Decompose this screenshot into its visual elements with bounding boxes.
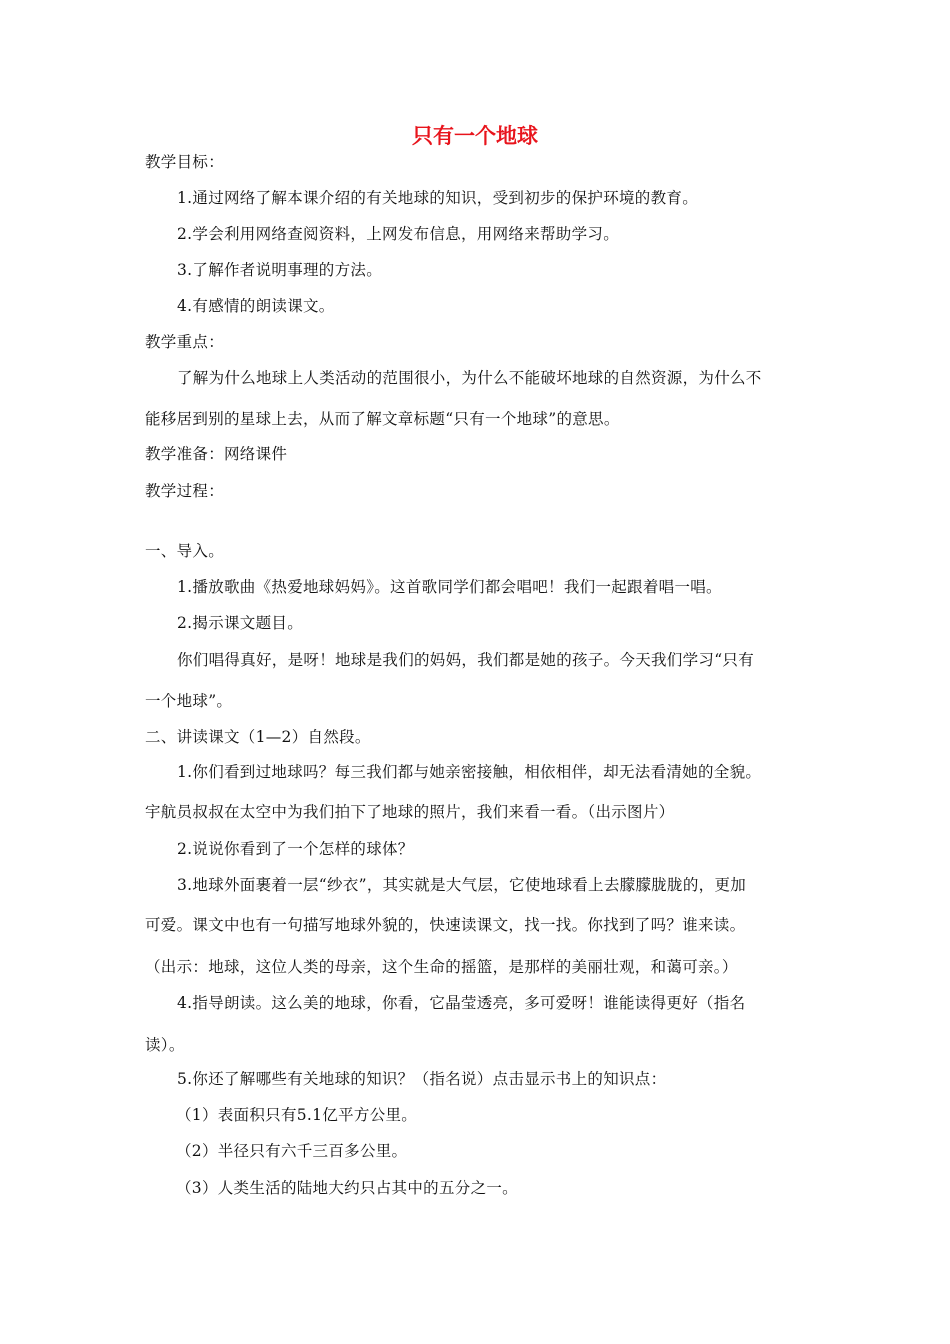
paragraph-line: 了解为什么地球上人类活动的范围很小，为什么不能破坏地球的自然资源，为什么不 <box>177 369 762 387</box>
step-item: 4.指导朗读。这么美的地球，你看，它晶莹透亮，多可爱呀！谁能读得更好（指名 <box>177 994 746 1012</box>
section-heading-focus: 教学重点： <box>145 333 225 351</box>
subsection-heading-intro: 一、导入。 <box>145 542 225 560</box>
paragraph-line: 读）。 <box>145 1036 185 1054</box>
objective-item: 1.通过网络了解本课介绍的有关地球的知识，受到初步的保护环境的教育。 <box>177 189 698 207</box>
quote-line: （出示：地球，这位人类的母亲，这个生命的摇篮，是那样的美丽壮观，和蔼可亲。） <box>145 958 738 976</box>
objective-item: 2.学会利用网络查阅资料，上网发布信息，用网络来帮助学习。 <box>177 225 619 243</box>
objective-item: 3.了解作者说明事理的方法。 <box>177 261 382 279</box>
subsection-heading-reading: 二、讲读课文（1—2）自然段。 <box>145 728 371 746</box>
knowledge-point: （1）表面积只有5.1亿平方公里。 <box>176 1106 418 1124</box>
paragraph-line: 宇航员叔叔在太空中为我们拍下了地球的照片，我们来看一看。（出示图片） <box>145 803 675 821</box>
step-item: 2.揭示课文题目。 <box>177 614 303 632</box>
paragraph-line: 一个地球”。 <box>145 692 233 710</box>
section-heading-process: 教学过程： <box>145 482 225 500</box>
section-heading-objectives: 教学目标： <box>145 153 225 171</box>
step-item: 1.播放歌曲《热爱地球妈妈》。这首歌同学们都会唱吧！我们一起跟着唱一唱。 <box>177 578 722 596</box>
objective-item: 4.有感情的朗读课文。 <box>177 297 335 315</box>
section-heading-preparation: 教学准备：网络课件 <box>145 445 288 463</box>
step-item: 5.你还了解哪些有关地球的知识？（指名说）点击显示书上的知识点： <box>177 1070 667 1088</box>
knowledge-point: （2）半径只有六千三百多公里。 <box>176 1142 408 1160</box>
step-item: 1.你们看到过地球吗？每三我们都与她亲密接触，相依相伴，却无法看清她的全貌。 <box>177 763 762 781</box>
step-item: 2.说说你看到了一个怎样的球体？ <box>177 840 414 858</box>
document-title: 只有一个地球 <box>412 124 538 148</box>
paragraph-line: 能移居到别的星球上去，从而了解文章标题“只有一个地球”的意思。 <box>145 410 620 428</box>
paragraph-line: 你们唱得真好，是呀！地球是我们的妈妈，我们都是她的孩子。今天我们学习“只有 <box>177 651 755 669</box>
knowledge-point: （3）人类生活的陆地大约只占其中的五分之一。 <box>176 1179 518 1197</box>
paragraph-line: 可爱。课文中也有一句描写地球外貌的，快速读课文，找一找。你找到了吗？谁来读。 <box>145 916 746 934</box>
step-item: 3.地球外面裹着一层“纱衣”，其实就是大气层，它使地球看上去朦朦胧胧的，更加 <box>177 876 747 894</box>
